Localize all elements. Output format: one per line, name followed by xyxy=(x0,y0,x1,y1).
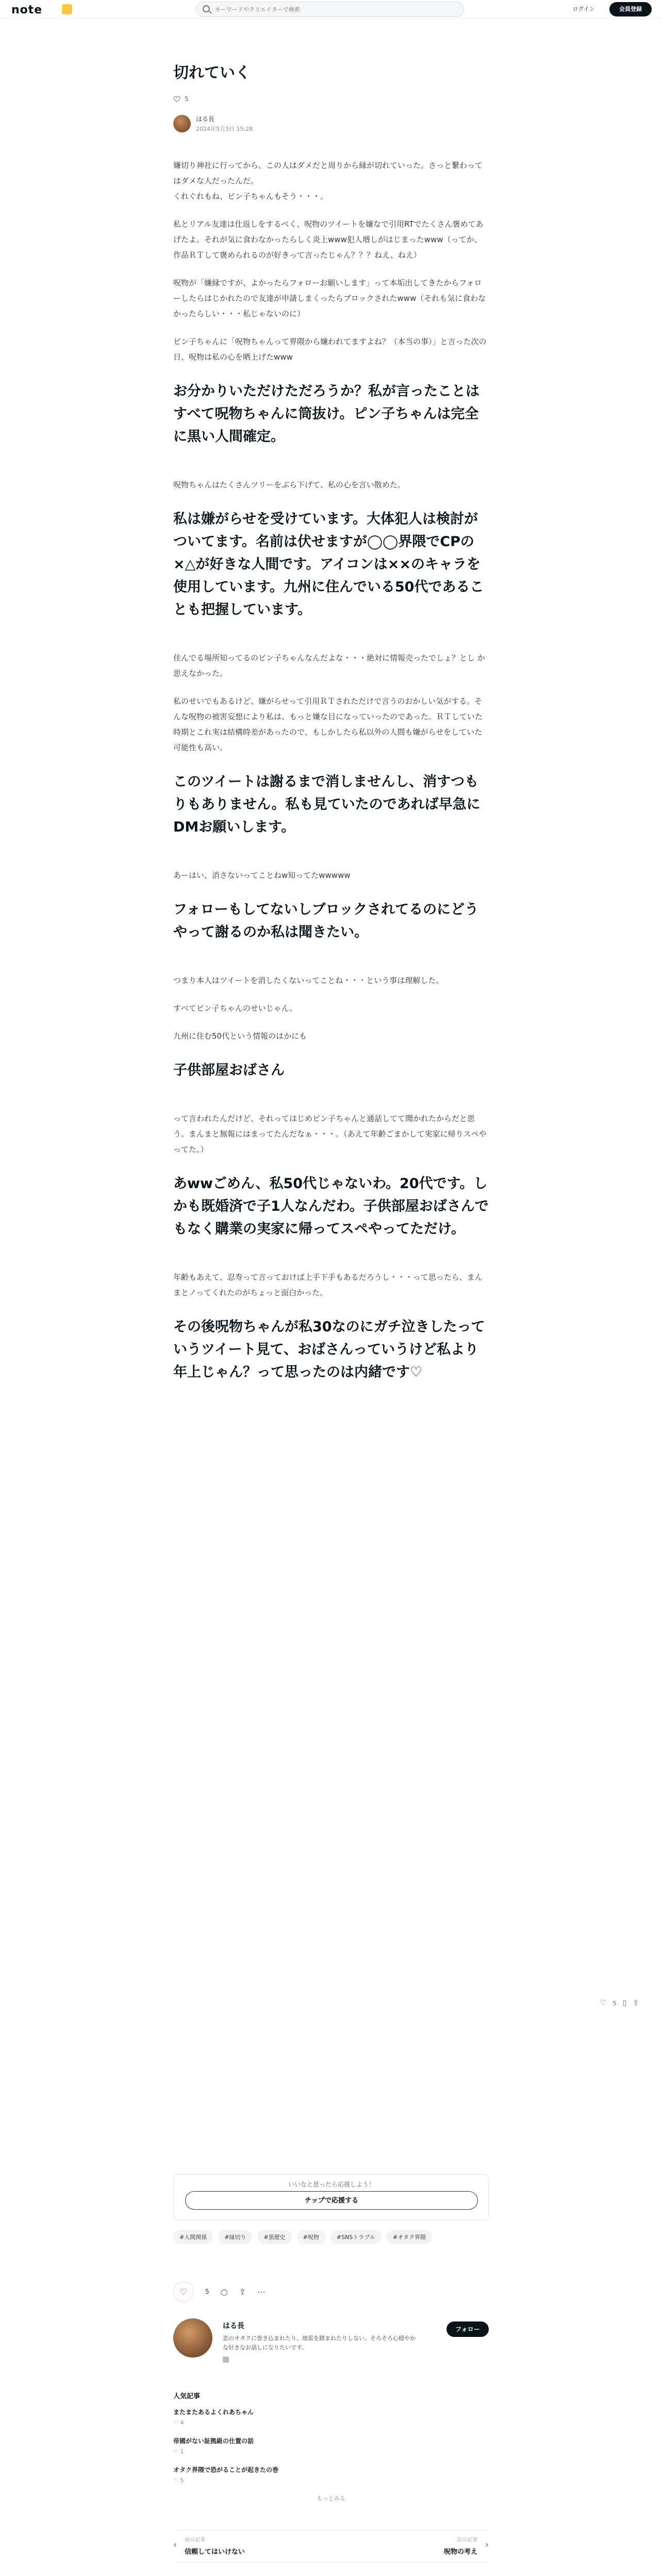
popular-item-likes: ♡ 5 xyxy=(173,2477,184,2484)
paragraph: 嫌切り神社に行ってから、この人はダメだと周りから縁が切れていった。さっと繋わってはダメな人だったんだ。 くれぐれもね、ピン子ちゃんもそう・・・。 xyxy=(173,161,483,201)
next-title[interactable]: 呪物の考え xyxy=(443,2548,477,2556)
heart-icon[interactable] xyxy=(173,95,180,103)
like-button[interactable] xyxy=(173,2281,194,2302)
like-count: 5 xyxy=(205,2288,209,2295)
search-input[interactable] xyxy=(215,4,457,14)
likes-count: 5 xyxy=(185,95,189,103)
publish-date: 2024年5月3日 15:28 xyxy=(196,126,253,132)
search-icon xyxy=(203,5,210,12)
tag[interactable]: #縁切り xyxy=(218,2230,252,2244)
tag[interactable]: #人間関係 xyxy=(173,2230,213,2244)
paragraph: 呪物が「嫌縁ですが、よかったらフォローお願いします」って本垢出してきたからフォローしたらはじかれたので友達が申請しまくったらブロックされたwww（それも気に食わなかったらしい・・・私じゃないのに） xyxy=(173,278,486,318)
likes-row xyxy=(173,94,489,104)
paragraph: 私とリアル友達は仕返しをするべく、呪物のツイートを嫌なで引用RTでたくさん褒めてあげたよ。それが気に食わなかったらしく炎上www犯人増しがはじまったwww（ってか、作品ＲＴして褒められるのが好きって言ったじゃん？？？ねえ、ねえ） xyxy=(173,219,484,260)
popular-item-title[interactable]: 帝國がない証拠級の仕置の話 xyxy=(173,2437,254,2445)
author-card xyxy=(173,2318,489,2375)
paragraph: ピン子ちゃんに「呪物ちゃんって界隈から嫌われてますよね？（本当の事）」と言った次の日、呪物は私の心を晒上げたwww xyxy=(173,337,487,362)
paragraph: つまり本人はツイートを消したくないってことね・・・という事は理解した。 xyxy=(173,976,444,985)
note-logo[interactable]: note xyxy=(11,4,43,16)
search-bar[interactable] xyxy=(196,2,464,17)
popular-title: 人気記事 xyxy=(173,2393,201,2400)
top-header xyxy=(0,0,662,19)
side-actions xyxy=(600,1999,639,2007)
popular-item-likes: ♡ 4 xyxy=(173,2419,184,2426)
author-bio: 恋のオタクに巻き込まれたり、地雷を踏まれたりしない。そろそろ心穏やかな好きなお話しになりたいです。 xyxy=(223,2335,416,2351)
paragraph: って言われたんだけど、それってはじめピン子ちゃんと通話してて聞かれたからだと思う。まんまと無報にはまってたんだなぁ・・・。（あえて年齢ごまかして実家に帰りスペやってた。） xyxy=(173,1114,487,1154)
emphasis-heading: 子供部屋おばさん xyxy=(173,1062,285,1078)
chevron-left-icon[interactable]: ‹ xyxy=(173,2539,177,2550)
list-item[interactable] xyxy=(173,2436,489,2455)
author-card-name[interactable]: はる長 xyxy=(223,2322,244,2330)
avatar[interactable] xyxy=(173,115,191,132)
list-item[interactable] xyxy=(173,2465,489,2484)
support-text: いいなと思ったら応援しよう！ xyxy=(288,2181,375,2188)
rss-icon[interactable] xyxy=(223,2357,229,2363)
heart-icon: ♡ xyxy=(179,2286,188,2297)
more-icon[interactable]: ⋯ xyxy=(257,2286,266,2297)
list-item[interactable] xyxy=(173,2408,489,2426)
paragraph: すべてピン子ちゃんのせいじゃん。 xyxy=(173,1004,297,1013)
emphasis-heading: 私は嫌がらせを受けています。大体犯人は検討がついてます。名前は伏せますが◯◯界隈でCPの×△が好きな人間です。アイコンは××のキャラを使用しています。九州に住んでいる50代であることも把握しています。 xyxy=(173,511,484,618)
paragraph: あーはい、消さないってことねw知ってたwwwww xyxy=(173,871,351,880)
reaction-row xyxy=(173,2281,489,2302)
chevron-right-icon[interactable]: › xyxy=(485,2539,489,2550)
heart-icon[interactable]: ♡ xyxy=(600,1999,607,2007)
paragraph: 私のせいでもあるけど、嫌がらせって引用ＲＴされただけで言うのおかしい気がする。そんな呪物の被害妄想により私は、もっと嫌な目になっていったのであった。ＲＴしていた時期とこれ実は結構時差があったので、もしかしたら私以外の人間も嫌がらせをしていた可能性も高い。 xyxy=(173,697,483,752)
tag[interactable]: #呪物 xyxy=(297,2230,325,2244)
side-likes-count: 5 xyxy=(613,1999,617,2007)
article-body xyxy=(173,158,489,1384)
tip-label: チップで応援する xyxy=(304,2196,358,2204)
follow-button[interactable]: フォロー xyxy=(446,2321,489,2337)
prev-next-nav xyxy=(173,2530,489,2563)
share-icon[interactable]: ⇪ xyxy=(633,1999,639,2007)
article xyxy=(173,62,489,1413)
author-avatar[interactable] xyxy=(173,2318,212,2358)
paragraph: 住んでる場所知ってるのピン子ちゃんなんだよな・・・絶対に情報売ったでしょ？とし か思えなかった。 xyxy=(173,653,485,678)
paragraph: 九州に住む50代という情報のはかにも xyxy=(173,1031,307,1041)
next-label: 次の記事 xyxy=(457,2537,477,2543)
author-name[interactable]: はる長 xyxy=(196,115,215,123)
comment-icon[interactable]: ○ xyxy=(220,2286,228,2297)
prev-label: 前の記事 xyxy=(185,2537,205,2543)
popular-item-likes: ♡ 1 xyxy=(173,2448,184,2455)
emphasis-heading: お分かりいただけただろうか？私が言ったことはすべて呪物ちゃんに筒抜け。ピン子ちゃんは完全に黒い人間確定。 xyxy=(173,383,479,445)
login-button[interactable]: ログイン xyxy=(563,3,604,15)
emphasis-heading: あwwごめん、私50代じゃないわ。20代です。しかも既婚済で子1人なんだわ。子供部屋おばさんでもなく購業の実家に帰ってスペやってただけ。 xyxy=(173,1176,489,1237)
emphasis-heading: その後呪物ちゃんが私30なのにガチ泣きしたっていうツイート見て、おばさんっていうけど私より年上じゃん？って思ったのは内緒です♡ xyxy=(173,1319,485,1380)
emphasis-heading: フォローもしてないしブロックされてるのにどうやって謝るのか私は聞きたい。 xyxy=(173,902,479,940)
next-article-link[interactable] xyxy=(444,2535,477,2556)
article-title: 切れていく xyxy=(173,64,251,82)
paragraph: 呪物ちゃんはたくさんツリーをぶら下げて、私の心を言い散めた。 xyxy=(173,480,405,489)
author-row[interactable] xyxy=(173,114,489,133)
tag[interactable]: #SNSトラブル xyxy=(330,2230,382,2244)
tag[interactable]: #黒歴史 xyxy=(257,2230,291,2244)
popular-articles xyxy=(173,2391,489,2502)
paragraph: 年齢もあえて、忍寿って言っておけば上手下手もあるだろうし・・・って思ったら、まんまとノってくれたのがちょっと面白かった。 xyxy=(173,1273,483,1297)
support-box xyxy=(173,2174,489,2221)
see-more-link[interactable]: もっとみる xyxy=(317,2495,345,2502)
popular-item-title[interactable]: オタク界隈で恐がることが起きたの巻 xyxy=(173,2466,279,2473)
signup-button[interactable]: 会員登録 xyxy=(609,2,652,16)
note-mascot-icon xyxy=(62,4,72,14)
share-icon[interactable]: ⇪ xyxy=(239,2286,246,2297)
prev-title[interactable]: 信頼してはいけない xyxy=(185,2548,245,2556)
prev-article-link[interactable] xyxy=(185,2535,245,2556)
tip-button[interactable] xyxy=(185,2191,478,2210)
emphasis-heading: このツイートは謝るまで消しませんし、消すつもりもありません。私も見ていたのであれば早急にDMお願いします。 xyxy=(173,774,481,835)
tag-list xyxy=(173,2230,489,2244)
popular-item-title[interactable]: またまたあるよくれあちゃん xyxy=(173,2409,254,2416)
tag[interactable]: #オタク界隈 xyxy=(387,2230,432,2244)
bookmark-icon[interactable]: ▯ xyxy=(622,1999,627,2007)
